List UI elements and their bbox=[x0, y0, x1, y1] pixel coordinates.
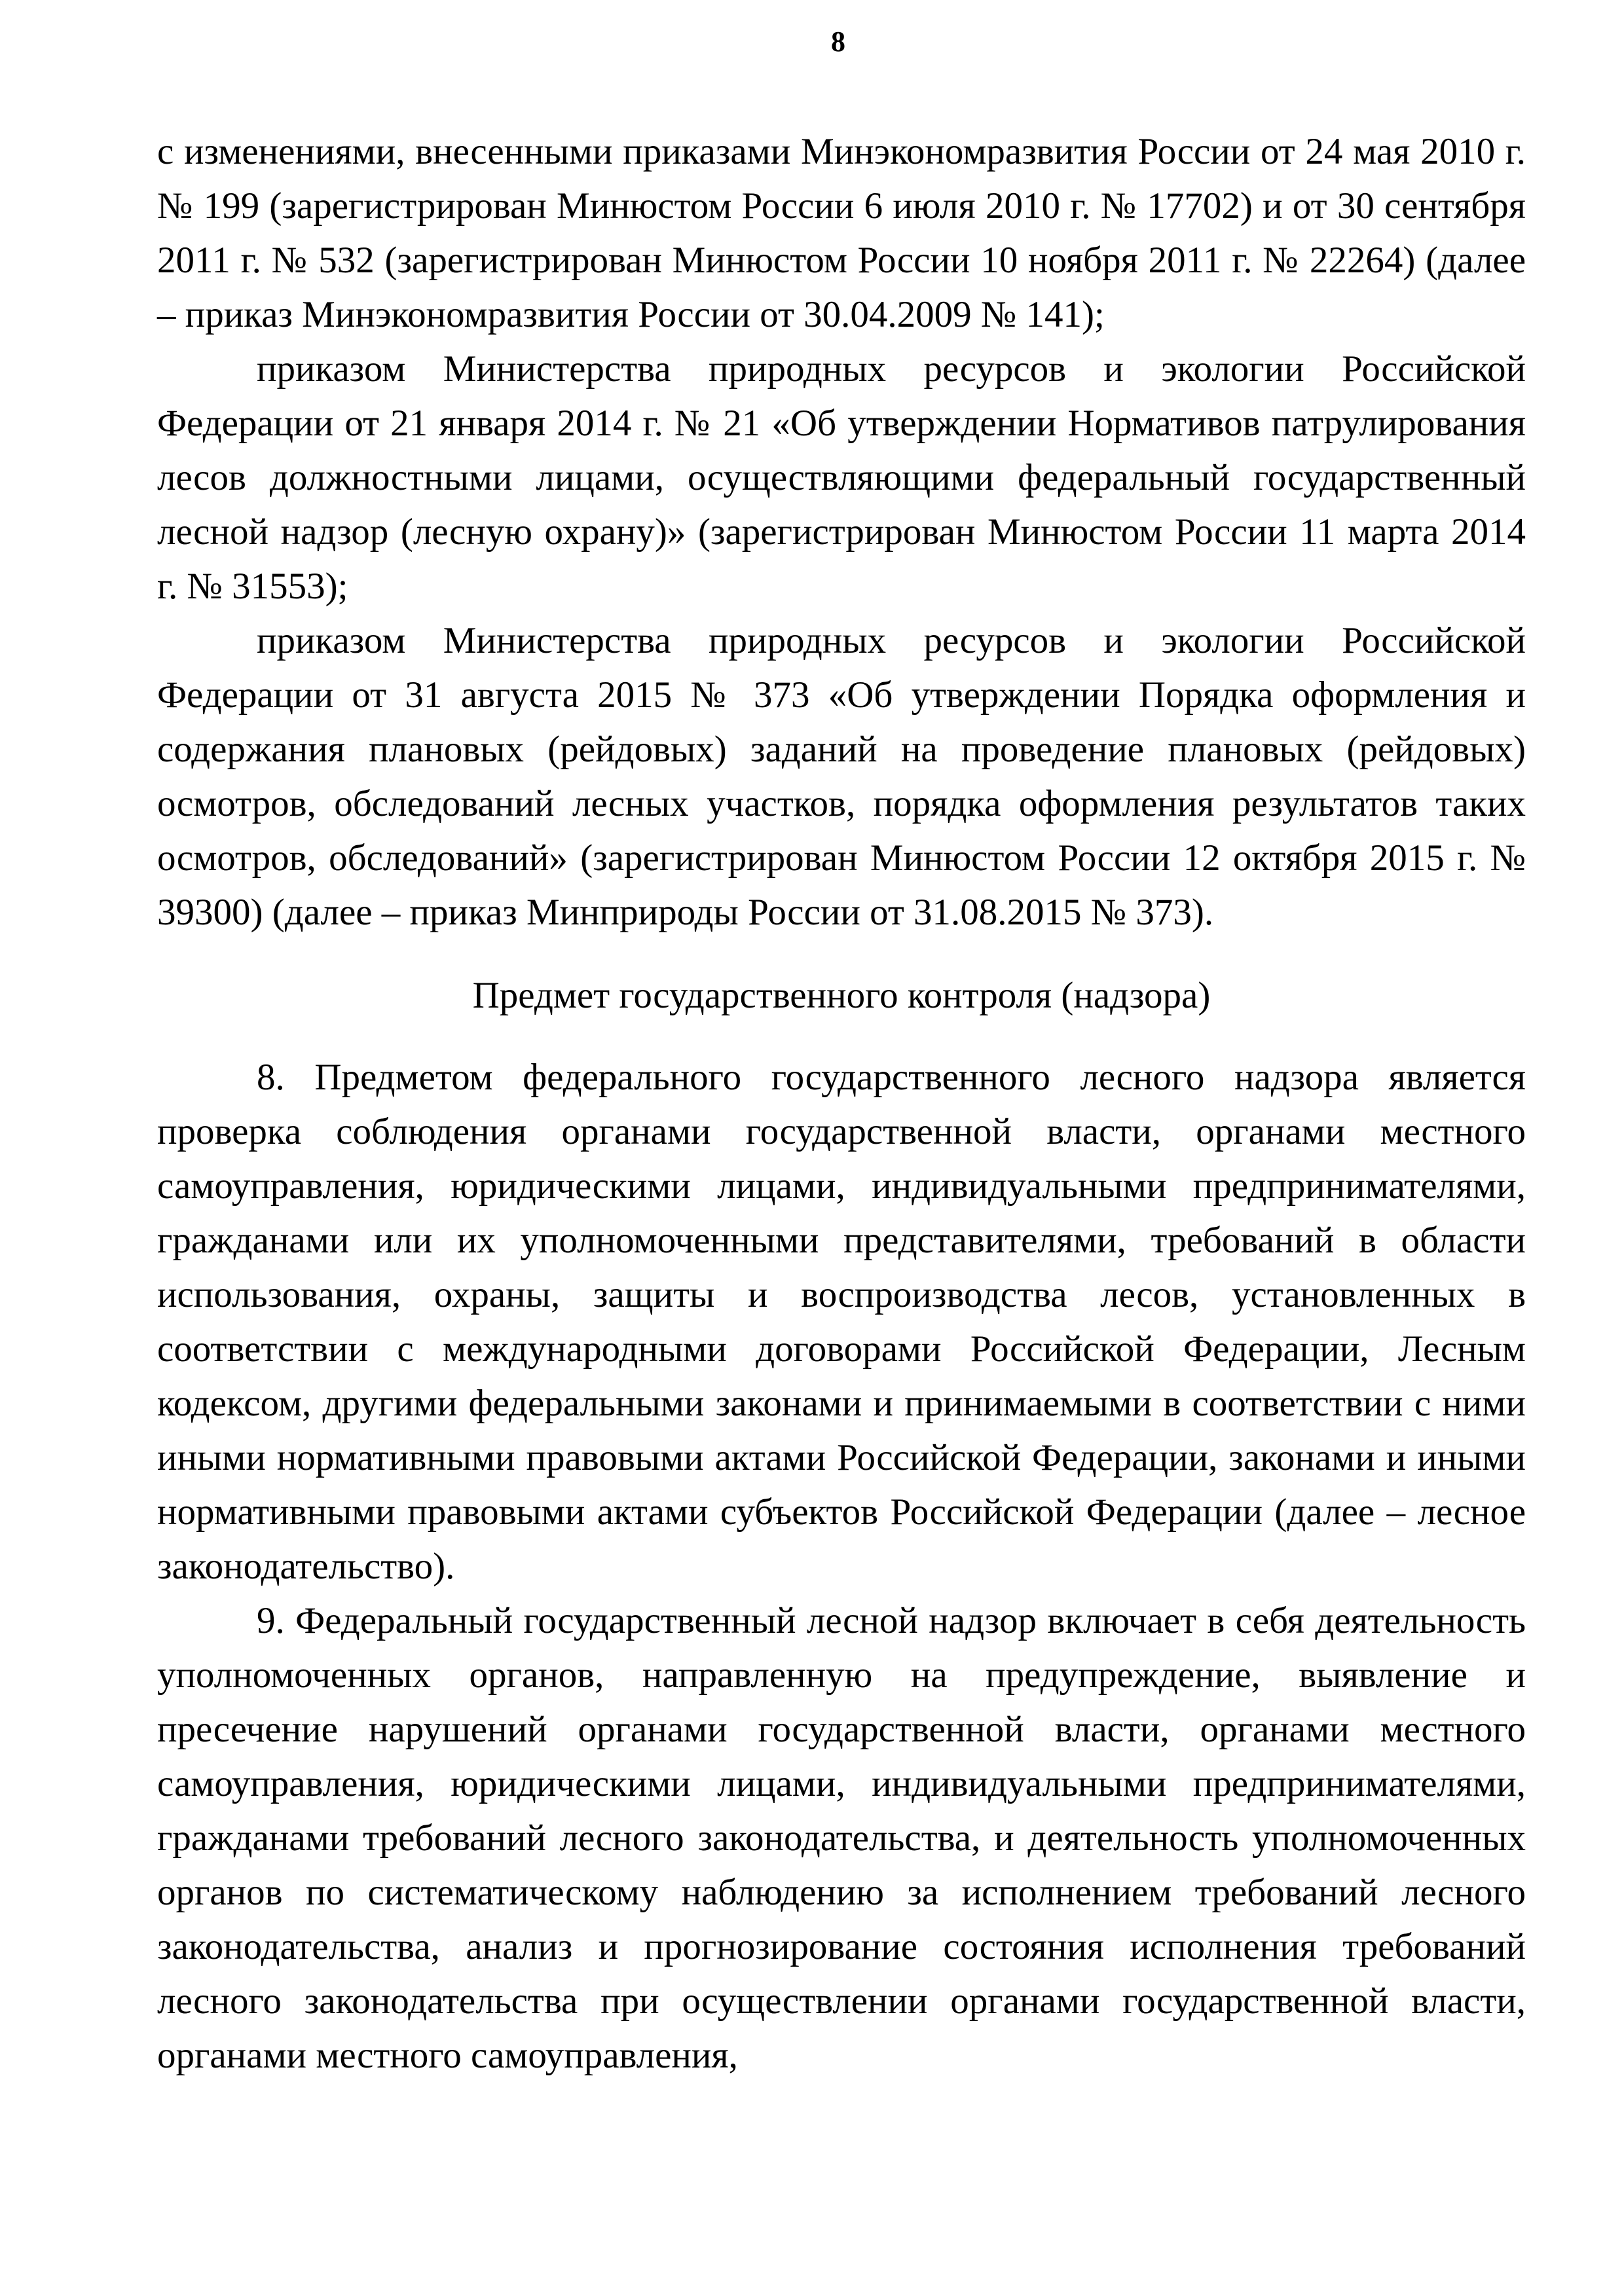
paragraph-amendments: с изменениями, внесенными приказами Минэкономразвития России от 24 мая 2010 г. № 199 (зарегистрирован Минюстом России 6 июля 2010 г. № 17702) и от 30 сентября 2011 г. № 532 (зарегистрирован Минюстом России 10 ноября 2011 г. № 22264) (далее – приказ Минэкономразвития России от 30.04.2009 № 141); bbox=[157, 131, 1526, 335]
paragraph-order-raid-tasks: приказом Министерства природных ресурсов и экологии Российской Федерации от 31 августа 2015 № 373 «Об утверждении Порядка оформления и содержания плановых (рейдовых) заданий на проведение плановых (рейдовых) осмотров, обследований лесных участков, порядка оформления результатов таких осмотров, обследований» (зарегистрирован Минюстом России 12 октября 2015 г. № 39300) (далее – приказ Минприроды России от 31.08.2015 № 373). bbox=[157, 620, 1526, 933]
document-body bbox=[157, 124, 1526, 2083]
paragraph-item-9: 9. Федеральный государственный лесной надзор включает в себя деятельность уполномоченных органов, направленную на предупреждение, выявление и пресечение нарушений органами государственной власти, органами местного самоуправления, юридическими лицами, индивидуальными предпринимателями, гражданами требований лесного законодательства, и деятельность уполномоченных органов по систематическому наблюдению за исполнением требований лесного законодательства, анализ и прогнозирование состояния исполнения требований лесного законодательства при осуществлении органами государственной власти, органами местного самоуправления, bbox=[157, 1600, 1526, 2076]
paragraph-order-patrol-norms: приказом Министерства природных ресурсов и экологии Российской Федерации от 21 января 2014 г. № 21 «Об утверждении Нормативов патрулирования лесов должностными лицами, осуществляющими федеральный государственный лесной надзор (лесную охрану)» (зарегистрирован Минюстом России 11 марта 2014 г. № 31553); bbox=[157, 348, 1526, 607]
section-heading: Предмет государственного контроля (надзора) bbox=[472, 975, 1211, 1016]
page-number: 8 bbox=[831, 26, 845, 58]
paragraph-item-8: 8. Предметом федерального государственного лесного надзора является проверка соблюдения органами государственной власти, органами местного самоуправления, юридическими лицами, индивидуальными предпринимателями, гражданами или их уполномоченными представителями, требований в области использования, охраны, защиты и воспроизводства лесов, установленных в соответствии с международными договорами Российской Федерации, Лесным кодексом, другими федеральными законами и принимаемыми в соответствии с ними иными нормативными правовыми актами Российской Федерации, законами и иными нормативными правовыми актами субъектов Российской Федерации (далее – лесное законодательство). bbox=[157, 1057, 1526, 1587]
